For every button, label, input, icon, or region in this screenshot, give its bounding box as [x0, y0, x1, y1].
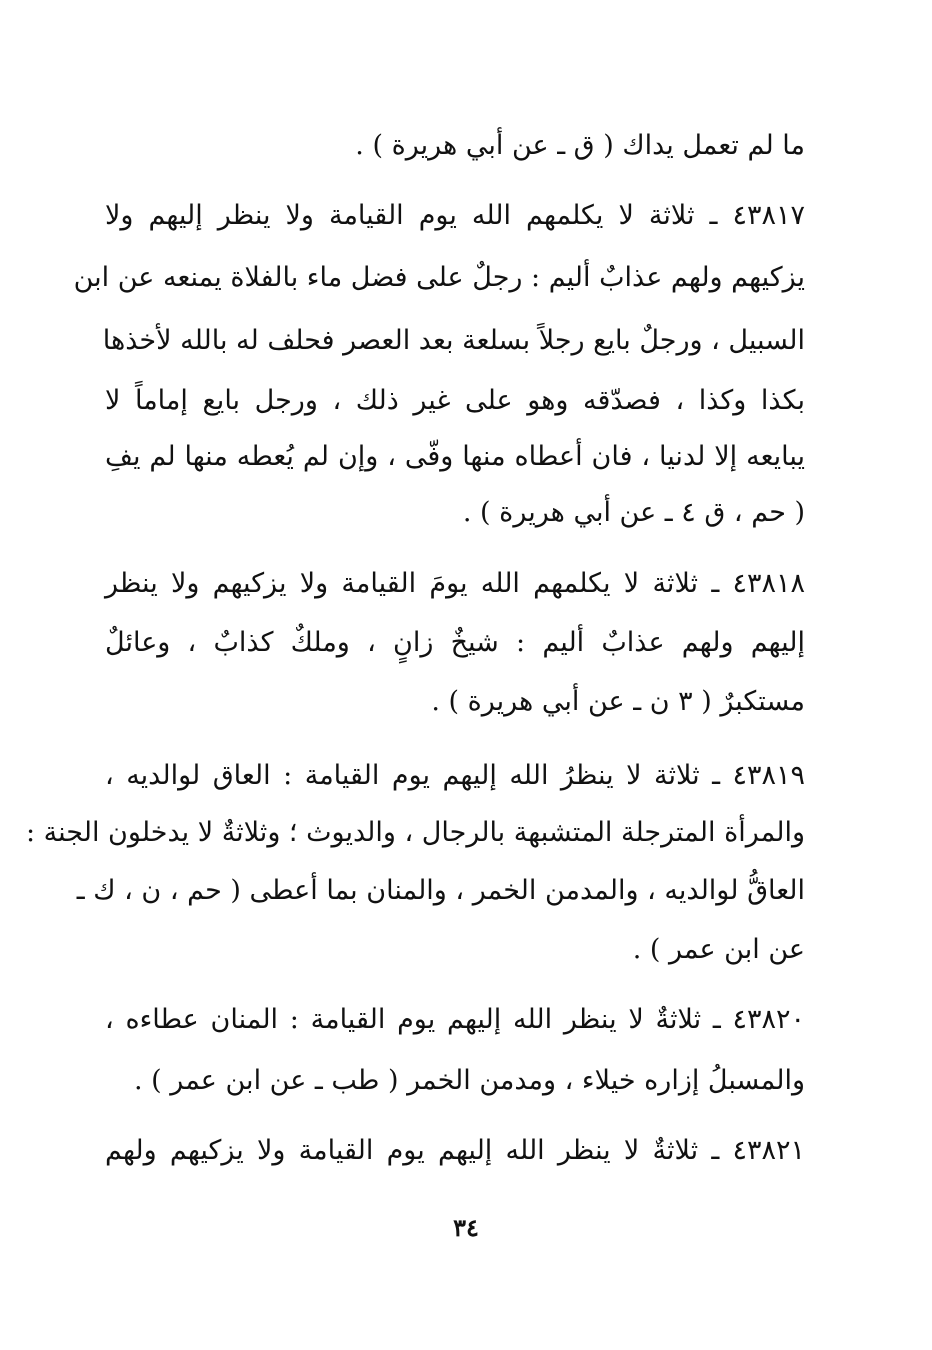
text-line-1: ما لم تعمل يداك ( ق ـ عن أبي هريرة ) . [355, 130, 805, 161]
text-line-15: ٤٣٨٢٠ ـ ثلاثةٌ لا ينظر الله إليهم يوم القيامة : المنان عطاءه ، [105, 1004, 805, 1035]
text-line-8: ٤٣٨١٨ ـ ثلاثة لا يكلمهم الله يومَ القيامة ولا يزكيهم ولا ينظر [105, 568, 805, 599]
text-line-14: عن ابن عمر ) . [632, 934, 805, 965]
text-line-12: والمرأة المترجلة المتشبهة بالرجال ، والديوث ؛ وثلاثةٌ لا يدخلون الجنة : [26, 817, 805, 848]
text-line-7: ( حم ، ق ٤ ـ عن أبي هريرة ) . [462, 497, 805, 528]
page-number: ٣٤ [453, 1213, 479, 1242]
text-line-9: إليهم ولهم عذابٌ أليم : شيخٌ زانٍ ، وملكٌ كذابٌ ، وعائلٌ [105, 627, 805, 658]
text-line-6: يبايعه إلا لدنيا ، فان أعطاه منها وفّى ، وإن لم يُعطه منها لم يفِ [105, 441, 805, 472]
text-line-13: العاقُّ لوالديه ، والمدمن الخمر ، والمنان بما أعطى ( حم ، ن ، ك ـ [76, 875, 805, 906]
text-line-4: السبيل ، ورجلٌ بايع رجلاً بسلعة بعد العصر فحلف له بالله لأخذها [102, 325, 805, 356]
text-line-2: ٤٣٨١٧ ـ ثلاثة لا يكلمهم الله يوم القيامة ولا ينظر إليهم ولا [105, 200, 805, 231]
text-line-16: والمسبلُ إزاره خيلاء ، ومدمن الخمر ( طب ـ عن ابن عمر ) . [134, 1065, 805, 1096]
text-line-17: ٤٣٨٢١ ـ ثلاثةٌ لا ينظر الله إليهم يوم القيامة ولا يزكيهم ولهم [105, 1135, 805, 1166]
text-line-5: بكذا وكذا ، فصدّقه وهو على غير ذلك ، ورجل بايع إماماً لا [105, 385, 805, 416]
text-line-3: يزكيهم ولهم عذابٌ أليم : رجلٌ على فضل ماء بالفلاة يمنعه عن ابن [73, 262, 805, 293]
text-line-10: مستكبرٌ ( ٣ ن ـ عن أبي هريرة ) . [431, 686, 805, 717]
text-line-11: ٤٣٨١٩ ـ ثلاثة لا ينظرُ الله إليهم يوم القيامة : العاق لوالديه ، [105, 760, 805, 791]
